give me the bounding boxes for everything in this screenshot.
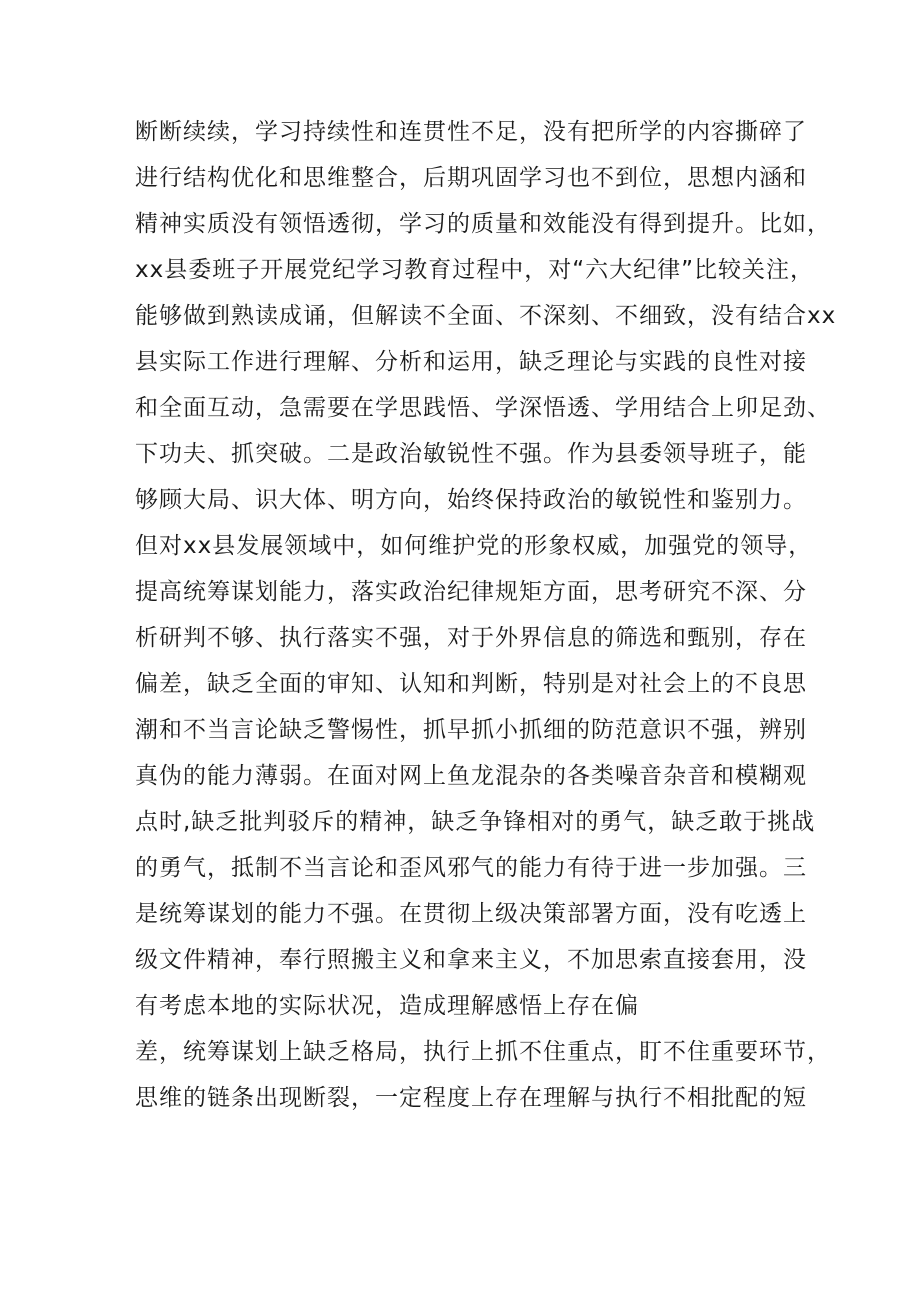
text-line: 析研判不够、执行落实不强，对于外界信息的筛选和甄别，存在 xyxy=(135,625,807,651)
text-line: 精神实质没有领悟透彻，学习的质量和效能没有得到提升。比如， xyxy=(135,211,831,237)
text-line: 有考虑本地的实际状况，造成理解感悟上存在偏 xyxy=(135,993,639,1019)
text-line: 断断续续，学习持续性和连贯性不足，没有把所学的内容撕碎了 xyxy=(135,119,807,145)
text-line: 但对xx县发展领域中，如何维护党的形象权威，加强党的领导， xyxy=(135,533,813,559)
text-line: 是统筹谋划的能力不强。在贯彻上级决策部署方面，没有吃透上 xyxy=(135,901,807,927)
text-line: 潮和不当言论缺乏警惕性，抓早抓小抓细的防范意识不强，辨别 xyxy=(135,717,807,743)
text-line: 和全面互动，急需要在学思践悟、学深悟透、学用结合上卯足劲、 xyxy=(135,395,831,421)
text-line: 差，统筹谋划上缺乏格局，执行上抓不住重点，盯不住重要环节， xyxy=(135,1039,831,1065)
text-line: 提高统筹谋划能力，落实政治纪律规矩方面，思考研究不深、分 xyxy=(135,579,807,605)
text-line: 点时,缺乏批判驳斥的精神，缺乏争锋相对的勇气，缺乏敢于挑战 xyxy=(135,809,816,835)
text-line: 的勇气，抵制不当言论和歪风邪气的能力有待于进一步加强。三 xyxy=(135,855,807,881)
text-line: xx县委班子开展党纪学习教育过程中，对“六大纪律”比较关注， xyxy=(135,257,815,283)
text-line: 偏差，缺乏全面的审知、认知和判断，特别是对社会上的不良思 xyxy=(135,671,807,697)
text-line: 真伪的能力薄弱。在面对网上鱼龙混杂的各类噪音杂音和模糊观 xyxy=(135,763,807,789)
text-line: 够顾大局、识大体、明方向，始终保持政治的敏锐性和鉴别力。 xyxy=(135,487,807,513)
text-line: 下功夫、抓突破。二是政治敏锐性不强。作为县委领导班子，能 xyxy=(135,441,807,467)
text-line: 能够做到熟读成诵，但解读不全面、不深刻、不细致，没有结合xx xyxy=(135,303,837,329)
text-line: 进行结构优化和思维整合，后期巩固学习也不到位，思想内涵和 xyxy=(135,165,807,191)
text-line: 级文件精神，奉行照搬主义和拿来主义，不加思索直接套用，没 xyxy=(135,947,807,973)
text-line: 县实际工作进行理解、分析和运用，缺乏理论与实践的良性对接 xyxy=(135,349,807,375)
text-line: 思维的链条出现断裂，一定程度上存在理解与执行不相批配的短 xyxy=(135,1085,807,1111)
